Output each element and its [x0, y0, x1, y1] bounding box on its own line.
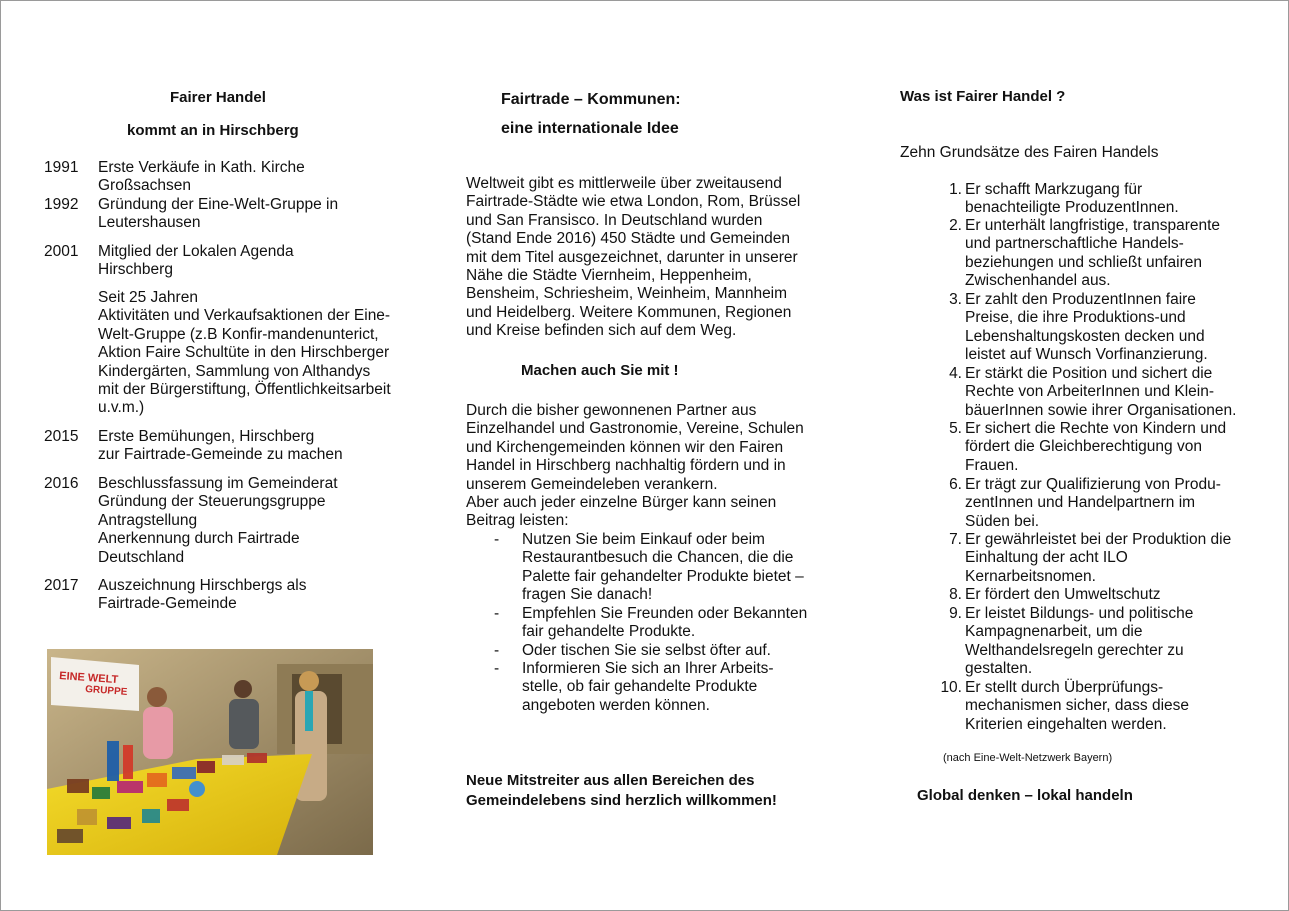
- timeline-text: Auszeichnung Hirschbergs als Fairtrade-Gemeinde: [98, 577, 307, 613]
- timeline-year: 2016: [44, 475, 79, 492]
- list-number: 8.: [949, 586, 962, 603]
- bullet-text: Nutzen Sie beim Einkauf oder beim Restaurantbesuch die Chancen, die die Palette fair gehandelter Produkte bietet – fragen Sie danach!: [522, 531, 804, 604]
- principle-text: Er leistet Bildungs- und politische Kampagnenarbeit, um die Welthandelsregeln gerechter zu gestalten.: [965, 605, 1194, 678]
- photo-banner-line1: EINE WELT: [58, 670, 119, 687]
- list-number: 4.: [949, 365, 962, 382]
- list-number: 3.: [949, 291, 962, 308]
- bullet-dash: -: [494, 605, 500, 622]
- timeline-text: Seit 25 Jahren Aktivitäten und Verkaufsaktionen der Eine- Welt-Gruppe (z.B Konfir-mandenunterict, Aktion Faire Schultüte in den Hirschberger Kindergärten, Sammlung von Althandys mit der Bürgerstiftung, Öffentlichkeitsarbeit u.v.m.): [98, 289, 391, 417]
- principle-text: Er gewährleistet bei der Produktion die Einhaltung der acht ILO Kernarbeitsnomen.: [965, 531, 1232, 585]
- principle-text: Er trägt zur Qualifizierung von Produ- zentInnen und Handelpartnern im Süden bei.: [965, 476, 1221, 530]
- col3-title: Was ist Fairer Handel ?: [900, 88, 1066, 105]
- timeline-year: 1992: [44, 196, 79, 213]
- bullet-text: Empfehlen Sie Freunden oder Bekannten fair gehandelte Produkte.: [522, 605, 808, 641]
- timeline-year: 2001: [44, 243, 79, 260]
- col2-closing-call: Neue Mitstreiter aus allen Bereichen des Gemeindelebens sind herzlich willkommen!: [466, 772, 777, 809]
- market-stall-photo: [47, 649, 373, 855]
- bullet-text: Informieren Sie sich an Ihrer Arbeits- stelle, ob fair gehandelte Produkte angeboten werden können.: [522, 660, 774, 714]
- col2-body-paragraph: Durch die bisher gewonnenen Partner aus Einzelhandel und Gastronomie, Vereine, Schulen und Kirchengemeinden können wir den Fairen Handel in Hirschberg nachhaltig fördern und in unserem Gemeindeleben verankern. Aber auch jeder einzelne Bürger kann seinen Beitrag leisten:: [466, 402, 804, 530]
- col3-intro: Zehn Grundsätze des Fairen Handels: [900, 144, 1159, 161]
- list-number: 7.: [949, 531, 962, 548]
- principle-text: Er stellt durch Überprüfungs- mechanismen sicher, dass diese Kriterien eingehalten werden.: [965, 679, 1190, 733]
- source-note: (nach Eine-Welt-Netzwerk Bayern): [943, 752, 1113, 764]
- bullet-text: Oder tischen Sie sie selbst öfter auf.: [522, 642, 771, 659]
- bullet-dash: -: [494, 660, 500, 677]
- timeline-text: Erste Bemühungen, Hirschberg zur Fairtrade-Gemeinde zu machen: [98, 428, 343, 464]
- principle-text: Er stärkt die Position und sichert die Rechte von ArbeiterInnen und Klein- bäuerInnen sowie ihrer Organisationen.: [965, 365, 1237, 419]
- principle-text: Er unterhält langfristige, transparente und partnerschaftliche Handels- beziehungen und schließt unfairen Zwischenhandel aus.: [965, 217, 1221, 290]
- col1-title-line2: kommt an in Hirschberg: [127, 122, 299, 139]
- list-number: 1.: [949, 181, 962, 198]
- photo-banner-line2: GRUPPE: [84, 684, 128, 698]
- timeline-year: 1991: [44, 159, 79, 176]
- principle-text: Er fördert den Umweltschutz: [965, 586, 1161, 603]
- bullet-dash: -: [494, 642, 500, 659]
- timeline-text: Mitglied der Lokalen Agenda Hirschberg: [98, 243, 294, 279]
- timeline-text: Erste Verkäufe in Kath. Kirche Großsachsen: [98, 159, 305, 195]
- principle-text: Er schafft Markzugang für benachteiligte ProduzentInnen.: [965, 181, 1179, 217]
- list-number: 10.: [940, 679, 962, 696]
- list-number: 2.: [949, 217, 962, 234]
- col2-subheading: Machen auch Sie mit !: [521, 362, 679, 379]
- timeline-year: 2015: [44, 428, 79, 445]
- col2-intro-paragraph: Weltweit gibt es mittlerweile über zweitausend Fairtrade-Städte wie etwa London, Rom, Brüssel und San Fransisco. In Deutschland wurden (Stand Ende 2016) 450 Städte und Gemeinden mit dem Titel ausgezeichnet, darunter in unserer Nähe die Städte Viernheim, Heppenheim, Bensheim, Schriesheim, Weinheim, Mannheim und Heidelberg. Weitere Kommunen, Regionen und Kreise befinden sich auf dem Weg.: [466, 175, 801, 340]
- principle-text: Er sichert die Rechte von Kindern und fördert die Gleichberechtigung von Frauen.: [965, 420, 1227, 474]
- col2-title-line2: eine internationale Idee: [501, 120, 679, 137]
- timeline-year: 2017: [44, 577, 79, 594]
- bullet-dash: -: [494, 531, 500, 548]
- col2-title-line1: Fairtrade – Kommunen:: [501, 91, 681, 108]
- timeline-text: Beschlussfassung im Gemeinderat Gründung der Steuerungsgruppe Antragstellung Anerkennung durch Fairtrade Deutschland: [98, 475, 338, 566]
- principle-text: Er zahlt den ProduzentInnen faire Preise, die ihre Produktions-und Lebenshaltungskosten decken und leistet auf Wunsch Vorfinanzierung.: [965, 291, 1208, 364]
- col1-title-line1: Fairer Handel: [170, 89, 266, 106]
- list-number: 6.: [949, 476, 962, 493]
- slogan: Global denken – lokal handeln: [917, 787, 1133, 804]
- timeline-text: Gründung der Eine-Welt-Gruppe in Leutershausen: [98, 196, 339, 232]
- list-number: 5.: [949, 420, 962, 437]
- list-number: 9.: [949, 605, 962, 622]
